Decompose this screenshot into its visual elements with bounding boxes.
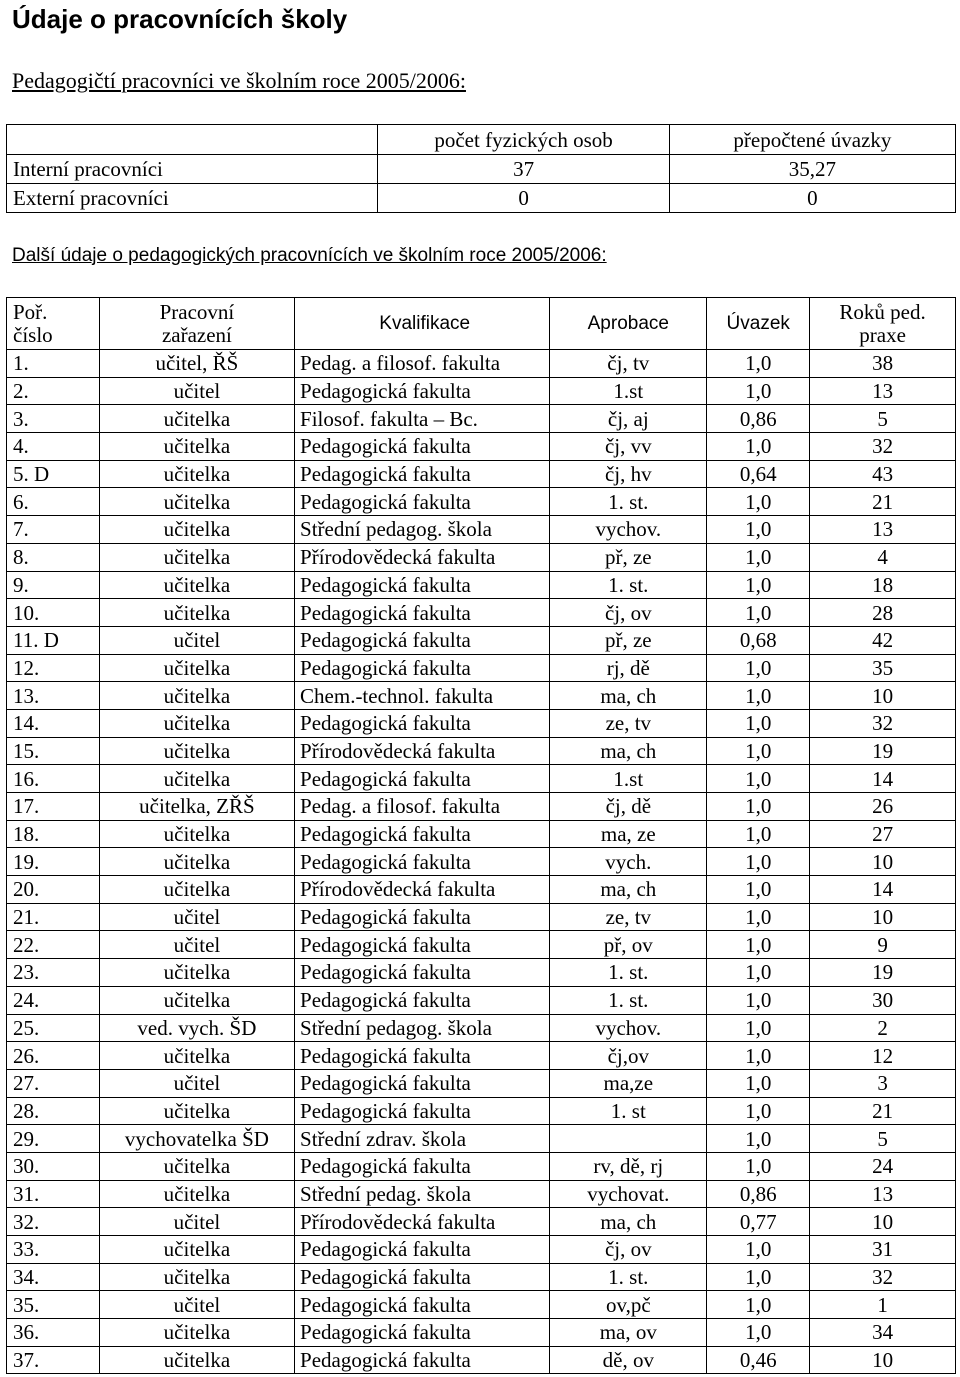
cell-practice: 5 (810, 1125, 956, 1153)
cell-workload: 1,0 (707, 1236, 810, 1264)
cell-practice: 32 (810, 1263, 956, 1291)
cell-number: 8. (7, 543, 100, 571)
table-row (7, 1042, 956, 1070)
cell-qualification: Chem.-technol. fakulta (295, 682, 550, 710)
header-number (7, 298, 100, 350)
cell-approbation: ma, ch (550, 737, 707, 765)
cell-qualification: Pedagogická fakulta (295, 986, 550, 1014)
table-row (7, 876, 956, 904)
cell-approbation: ze, tv (550, 903, 707, 931)
cell-approbation: 1. st. (550, 488, 707, 516)
cell-qualification: Přírodovědecká fakulta (295, 737, 550, 765)
cell-practice: 19 (810, 737, 956, 765)
cell-workload: 1,0 (707, 1097, 810, 1125)
cell-position: učitel (99, 626, 294, 654)
cell-position: učitel, ŘŠ (99, 350, 294, 378)
cell-workload: 0,64 (707, 460, 810, 488)
cell-practice: 34 (810, 1319, 956, 1347)
cell-approbation: čj, dě (550, 793, 707, 821)
cell-number: 14. (7, 709, 100, 737)
cell-position: učitelka (99, 1346, 294, 1374)
cell-position: ved. vych. ŠD (99, 1014, 294, 1042)
cell-workload: 1,0 (707, 793, 810, 821)
cell-practice: 28 (810, 599, 956, 627)
cell-approbation: ze, tv (550, 709, 707, 737)
cell-qualification: Pedag. a filosof. fakulta (295, 793, 550, 821)
cell-practice: 43 (810, 460, 956, 488)
cell-number: 21. (7, 903, 100, 931)
cell-practice: 1 (810, 1291, 956, 1319)
cell-qualification: Pedag. a filosof. fakulta (295, 350, 550, 378)
cell-position: učitelka (99, 433, 294, 461)
table-row (7, 599, 956, 627)
cell-position: učitelka (99, 516, 294, 544)
cell-approbation: 1. st. (550, 959, 707, 987)
header-practice (810, 298, 956, 350)
table-row (7, 654, 956, 682)
cell-workload: 1,0 (707, 543, 810, 571)
table-row (7, 1014, 956, 1042)
cell-approbation: čj, ov (550, 599, 707, 627)
cell-approbation: vychovat. (550, 1180, 707, 1208)
cell-practice: 42 (810, 626, 956, 654)
table-row (7, 1097, 956, 1125)
cell-position: učitelka (99, 1042, 294, 1070)
cell-number: 32. (7, 1208, 100, 1236)
cell-qualification: Pedagogická fakulta (295, 1152, 550, 1180)
table-row (7, 571, 956, 599)
cell-number: 22. (7, 931, 100, 959)
table-row (7, 1180, 956, 1208)
cell-qualification: Pedagogická fakulta (295, 1291, 550, 1319)
cell-approbation: vych. (550, 848, 707, 876)
cell-qualification: Filosof. fakulta – Bc. (295, 405, 550, 433)
cell-approbation: 1. st (550, 1097, 707, 1125)
cell-practice: 38 (810, 350, 956, 378)
cell-number: 18. (7, 820, 100, 848)
cell-qualification: Pedagogická fakulta (295, 709, 550, 737)
cell-position: učitel (99, 931, 294, 959)
header-position (99, 298, 294, 350)
summary-label: Interní pracovníci (7, 155, 378, 184)
cell-workload: 1,0 (707, 1291, 810, 1319)
cell-qualification: Pedagogická fakulta (295, 1319, 550, 1347)
cell-qualification: Pedagogická fakulta (295, 460, 550, 488)
cell-position: učitelka (99, 682, 294, 710)
table-row (7, 1236, 956, 1264)
cell-number: 25. (7, 1014, 100, 1042)
table-row (7, 1346, 956, 1374)
cell-workload: 1,0 (707, 682, 810, 710)
cell-practice: 13 (810, 1180, 956, 1208)
table-row (7, 765, 956, 793)
cell-number: 3. (7, 405, 100, 433)
cell-practice: 10 (810, 1346, 956, 1374)
cell-workload: 1,0 (707, 876, 810, 904)
cell-approbation: dě, ov (550, 1346, 707, 1374)
section-heading-details: Další údaje o pedagogických pracovnících ve školním roce 2005/2006: (12, 245, 607, 266)
cell-approbation: čj, hv (550, 460, 707, 488)
cell-practice: 31 (810, 1236, 956, 1264)
cell-number: 12. (7, 654, 100, 682)
table-row (7, 931, 956, 959)
cell-number: 20. (7, 876, 100, 904)
table-row (7, 820, 956, 848)
table-row (7, 377, 956, 405)
cell-approbation: př, ze (550, 626, 707, 654)
cell-practice: 13 (810, 516, 956, 544)
cell-qualification: Pedagogická fakulta (295, 1097, 550, 1125)
table-row (7, 1152, 956, 1180)
cell-qualification: Pedagogická fakulta (295, 1069, 550, 1097)
page-title: Údaje o pracovnících školy (12, 4, 348, 34)
cell-workload: 1,0 (707, 488, 810, 516)
cell-workload: 1,0 (707, 599, 810, 627)
cell-qualification: Pedagogická fakulta (295, 931, 550, 959)
staff-header-row (7, 298, 956, 350)
cell-practice: 21 (810, 1097, 956, 1125)
cell-position: učitelka (99, 654, 294, 682)
table-row (7, 488, 956, 516)
summary-header-row (7, 125, 956, 155)
cell-number: 29. (7, 1125, 100, 1153)
cell-qualification: Přírodovědecká fakulta (295, 1208, 550, 1236)
cell-position: vychovatelka ŠD (99, 1125, 294, 1153)
header-approbation: Aprobace (550, 298, 707, 350)
table-row (7, 1208, 956, 1236)
cell-approbation: čj, vv (550, 433, 707, 461)
cell-number: 28. (7, 1097, 100, 1125)
header-number-line2: číslo (13, 322, 53, 347)
cell-practice: 14 (810, 876, 956, 904)
table-row (7, 516, 956, 544)
cell-position: učitel (99, 1069, 294, 1097)
cell-qualification: Pedagogická fakulta (295, 1346, 550, 1374)
cell-qualification: Pedagogická fakulta (295, 654, 550, 682)
cell-position: učitelka (99, 543, 294, 571)
cell-qualification: Pedagogická fakulta (295, 765, 550, 793)
table-row (7, 959, 956, 987)
header-qualification: Kvalifikace (295, 298, 550, 350)
cell-qualification: Pedagogická fakulta (295, 488, 550, 516)
cell-position: učitelka (99, 1152, 294, 1180)
cell-position: učitelka (99, 709, 294, 737)
table-row (7, 737, 956, 765)
cell-number: 16. (7, 765, 100, 793)
cell-workload: 1,0 (707, 986, 810, 1014)
cell-approbation: ma, ch (550, 1208, 707, 1236)
cell-position: učitel (99, 1208, 294, 1236)
cell-position: učitelka (99, 986, 294, 1014)
table-row (7, 793, 956, 821)
cell-number: 2. (7, 377, 100, 405)
summary-table (6, 124, 956, 213)
table-row (7, 405, 956, 433)
cell-workload: 1,0 (707, 1042, 810, 1070)
cell-workload: 1,0 (707, 1319, 810, 1347)
cell-position: učitelka (99, 1263, 294, 1291)
cell-approbation: ma, ov (550, 1319, 707, 1347)
cell-practice: 13 (810, 377, 956, 405)
cell-position: učitel (99, 903, 294, 931)
cell-workload: 1,0 (707, 433, 810, 461)
cell-number: 31. (7, 1180, 100, 1208)
cell-approbation: čj,ov (550, 1042, 707, 1070)
cell-practice: 10 (810, 1208, 956, 1236)
cell-workload: 1,0 (707, 377, 810, 405)
cell-qualification: Střední pedagog. škola (295, 1014, 550, 1042)
cell-position: učitelka (99, 876, 294, 904)
cell-number: 30. (7, 1152, 100, 1180)
cell-practice: 2 (810, 1014, 956, 1042)
cell-qualification: Pedagogická fakulta (295, 626, 550, 654)
header-practice-line2: praxe (859, 322, 906, 347)
summary-label: Externí pracovníci (7, 184, 378, 213)
cell-approbation: čj, ov (550, 1236, 707, 1264)
cell-workload: 1,0 (707, 350, 810, 378)
cell-approbation (550, 1125, 707, 1153)
cell-workload: 0,77 (707, 1208, 810, 1236)
table-row (7, 1069, 956, 1097)
cell-workload: 0,68 (707, 626, 810, 654)
cell-number: 24. (7, 986, 100, 1014)
cell-qualification: Přírodovědecká fakulta (295, 543, 550, 571)
cell-position: učitelka (99, 848, 294, 876)
summary-fte: 0 (669, 184, 955, 213)
staff-table (6, 297, 956, 1374)
summary-header-persons: počet fyzických osob (378, 125, 669, 155)
cell-practice: 9 (810, 931, 956, 959)
header-practice-line1: Roků ped. (839, 299, 926, 324)
cell-number: 4. (7, 433, 100, 461)
cell-qualification: Střední pedagog. škola (295, 516, 550, 544)
cell-number: 37. (7, 1346, 100, 1374)
cell-approbation: 1.st (550, 765, 707, 793)
cell-position: učitelka (99, 1236, 294, 1264)
header-position-line2: zařazení (161, 322, 232, 347)
cell-number: 27. (7, 1069, 100, 1097)
cell-number: 6. (7, 488, 100, 516)
cell-workload: 1,0 (707, 1014, 810, 1042)
cell-number: 11. D (7, 626, 100, 654)
cell-approbation: vychov. (550, 516, 707, 544)
cell-qualification: Pedagogická fakulta (295, 433, 550, 461)
cell-approbation: př, ov (550, 931, 707, 959)
cell-qualification: Pedagogická fakulta (295, 820, 550, 848)
cell-approbation: 1. st. (550, 1263, 707, 1291)
cell-number: 10. (7, 599, 100, 627)
cell-approbation: 1. st. (550, 986, 707, 1014)
cell-practice: 18 (810, 571, 956, 599)
cell-approbation: př, ze (550, 543, 707, 571)
summary-persons: 0 (378, 184, 669, 213)
table-row (7, 709, 956, 737)
summary-row-external (7, 184, 956, 213)
cell-workload: 1,0 (707, 959, 810, 987)
cell-workload: 1,0 (707, 571, 810, 599)
cell-number: 19. (7, 848, 100, 876)
table-row (7, 433, 956, 461)
table-row (7, 682, 956, 710)
cell-position: učitelka (99, 460, 294, 488)
cell-practice: 32 (810, 433, 956, 461)
cell-practice: 30 (810, 986, 956, 1014)
cell-position: učitelka (99, 1097, 294, 1125)
cell-position: učitelka, ZŘŠ (99, 793, 294, 821)
cell-practice: 12 (810, 1042, 956, 1070)
summary-header-empty (7, 125, 378, 155)
cell-number: 1. (7, 350, 100, 378)
cell-number: 9. (7, 571, 100, 599)
cell-practice: 19 (810, 959, 956, 987)
cell-practice: 24 (810, 1152, 956, 1180)
cell-workload: 0,46 (707, 1346, 810, 1374)
cell-practice: 10 (810, 848, 956, 876)
header-number-line1: Poř. (13, 299, 48, 324)
cell-position: učitel (99, 1291, 294, 1319)
cell-practice: 10 (810, 903, 956, 931)
cell-workload: 1,0 (707, 903, 810, 931)
cell-qualification: Pedagogická fakulta (295, 377, 550, 405)
cell-position: učitelka (99, 820, 294, 848)
cell-workload: 0,86 (707, 405, 810, 433)
cell-approbation: rj, dě (550, 654, 707, 682)
cell-workload: 0,86 (707, 1180, 810, 1208)
cell-approbation: 1. st. (550, 571, 707, 599)
cell-approbation: čj, tv (550, 350, 707, 378)
cell-practice: 32 (810, 709, 956, 737)
cell-position: učitelka (99, 959, 294, 987)
cell-workload: 1,0 (707, 516, 810, 544)
cell-approbation: ma, ch (550, 876, 707, 904)
cell-workload: 1,0 (707, 1263, 810, 1291)
cell-number: 23. (7, 959, 100, 987)
cell-approbation: čj, aj (550, 405, 707, 433)
cell-number: 15. (7, 737, 100, 765)
cell-practice: 27 (810, 820, 956, 848)
cell-practice: 14 (810, 765, 956, 793)
cell-position: učitelka (99, 737, 294, 765)
table-row (7, 1319, 956, 1347)
table-row (7, 1125, 956, 1153)
cell-approbation: ov,pč (550, 1291, 707, 1319)
cell-practice: 4 (810, 543, 956, 571)
cell-position: učitelka (99, 1180, 294, 1208)
cell-approbation: vychov. (550, 1014, 707, 1042)
table-row (7, 460, 956, 488)
cell-practice: 26 (810, 793, 956, 821)
cell-number: 26. (7, 1042, 100, 1070)
cell-practice: 21 (810, 488, 956, 516)
cell-number: 33. (7, 1236, 100, 1264)
cell-number: 34. (7, 1263, 100, 1291)
cell-approbation: ma, ze (550, 820, 707, 848)
cell-position: učitel (99, 377, 294, 405)
cell-qualification: Pedagogická fakulta (295, 848, 550, 876)
summary-row-internal (7, 155, 956, 184)
cell-qualification: Pedagogická fakulta (295, 571, 550, 599)
cell-qualification: Pedagogická fakulta (295, 959, 550, 987)
cell-qualification: Střední zdrav. škola (295, 1125, 550, 1153)
cell-qualification: Pedagogická fakulta (295, 1236, 550, 1264)
cell-practice: 35 (810, 654, 956, 682)
cell-workload: 1,0 (707, 1069, 810, 1097)
cell-qualification: Pedagogická fakulta (295, 903, 550, 931)
table-row (7, 903, 956, 931)
cell-approbation: ma,ze (550, 1069, 707, 1097)
cell-approbation: rv, dě, rj (550, 1152, 707, 1180)
table-row (7, 543, 956, 571)
table-row (7, 1291, 956, 1319)
cell-workload: 1,0 (707, 1125, 810, 1153)
cell-qualification: Pedagogická fakulta (295, 1263, 550, 1291)
header-workload: Úvazek (707, 298, 810, 350)
cell-number: 17. (7, 793, 100, 821)
cell-position: učitelka (99, 599, 294, 627)
cell-approbation: 1.st (550, 377, 707, 405)
summary-header-fte: přepočtené úvazky (669, 125, 955, 155)
cell-number: 7. (7, 516, 100, 544)
cell-workload: 1,0 (707, 1152, 810, 1180)
summary-persons: 37 (378, 155, 669, 184)
table-row (7, 848, 956, 876)
cell-workload: 1,0 (707, 931, 810, 959)
cell-number: 5. D (7, 460, 100, 488)
cell-number: 13. (7, 682, 100, 710)
cell-position: učitelka (99, 571, 294, 599)
cell-position: učitelka (99, 405, 294, 433)
cell-approbation: ma, ch (550, 682, 707, 710)
cell-qualification: Pedagogická fakulta (295, 1042, 550, 1070)
header-position-line1: Pracovní (159, 299, 235, 324)
cell-workload: 1,0 (707, 654, 810, 682)
table-row (7, 986, 956, 1014)
cell-workload: 1,0 (707, 820, 810, 848)
cell-practice: 3 (810, 1069, 956, 1097)
cell-position: učitelka (99, 488, 294, 516)
cell-workload: 1,0 (707, 848, 810, 876)
cell-qualification: Pedagogická fakulta (295, 599, 550, 627)
cell-workload: 1,0 (707, 709, 810, 737)
cell-workload: 1,0 (707, 765, 810, 793)
cell-qualification: Přírodovědecká fakulta (295, 876, 550, 904)
cell-practice: 10 (810, 682, 956, 710)
section-heading-summary: Pedagogičtí pracovníci ve školním roce 2005/2006: (12, 68, 466, 93)
cell-number: 35. (7, 1291, 100, 1319)
table-row (7, 1263, 956, 1291)
cell-workload: 1,0 (707, 737, 810, 765)
cell-qualification: Střední pedag. škola (295, 1180, 550, 1208)
cell-position: učitelka (99, 1319, 294, 1347)
cell-number: 36. (7, 1319, 100, 1347)
table-row (7, 626, 956, 654)
summary-fte: 35,27 (669, 155, 955, 184)
cell-practice: 5 (810, 405, 956, 433)
table-row (7, 350, 956, 378)
cell-position: učitelka (99, 765, 294, 793)
